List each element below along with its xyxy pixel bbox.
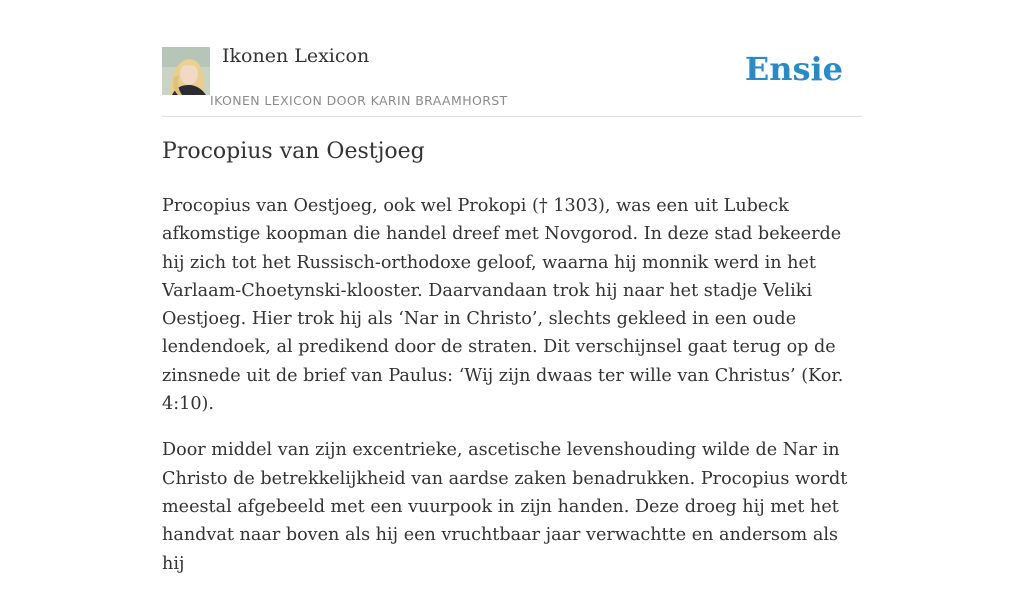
avatar-image	[162, 47, 210, 95]
site-subtitle: IKONEN LEXICON DOOR KARIN BRAAMHORST	[210, 93, 508, 108]
article-title: Procopius van Oestjoeg	[162, 139, 425, 164]
author-avatar[interactable]	[162, 47, 210, 95]
article-paragraph: Door middel van zijn excentrieke, ascetische levenshouding wilde de Nar in Christo de betrekkelijkheid van aardse zaken benadrukken. Procopius wordt meestal afgebeeld met een vuurpook in zijn handen. Deze droeg hij met het handvat naar boven als hij een vruchtbaar jaar verwachtte en andersom als hij	[162, 440, 848, 574]
article-body	[162, 192, 862, 596]
article-paragraph: Procopius van Oestjoeg, ook wel Prokopi († 1303), was een uit Lubeck afkomstige koopman die handel dreef met Novgorod. In deze stad bekeerde hij zich tot het Russisch-orthodoxe geloof, waarna hij monnik werd in het Varlaam-Choetynski-klooster. Daarvandaan trok hij naar het stadje Veliki Oestjoeg. Hier trok hij als ‘Nar in Christo’, slechts gekleed in een oude lendendoek, al predikend door de straten. Dit verschijnsel gaat terug op de zinsnede uit de brief van Paulus: ‘Wij zijn dwaas ter wille van Christus’ (Kor. 4:10).	[162, 196, 844, 415]
site-header	[162, 0, 862, 117]
site-name[interactable]: Ikonen Lexicon	[222, 45, 370, 67]
ensie-logo-link[interactable]: Ensie	[744, 50, 843, 88]
